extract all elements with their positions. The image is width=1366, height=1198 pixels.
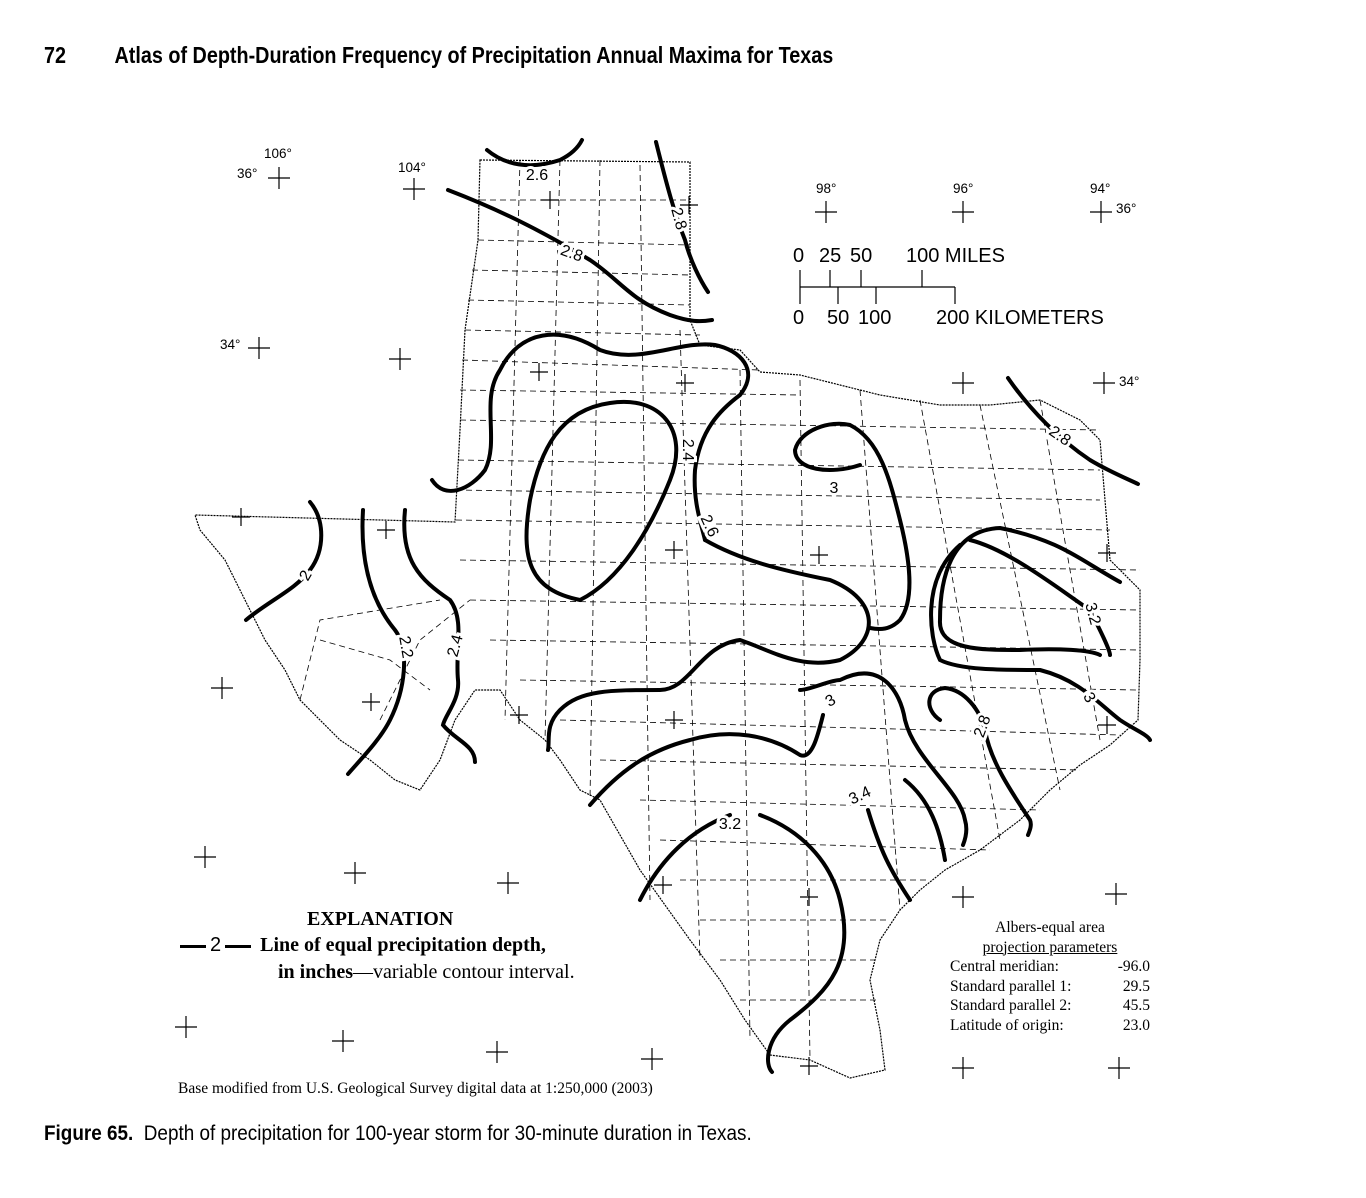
legend-contour-symbol-right (225, 945, 251, 948)
projection-subtitle: projection parameters (982, 938, 1118, 956)
projection-parameters (950, 918, 1150, 1035)
contour-label: 3.4 (846, 783, 874, 809)
explanation-units: in inches (278, 961, 354, 983)
longitude-label: 104° (398, 160, 426, 175)
contour-label: 2.8 (558, 241, 585, 266)
projection-label: Standard parallel 2: (950, 997, 1072, 1014)
contour-label: 2.2 (395, 634, 416, 660)
contour-label: 3 (829, 480, 839, 497)
explanation-line-2 (278, 961, 575, 984)
projection-row (950, 1016, 1150, 1036)
latitude-label: 34° (220, 337, 241, 352)
projection-value: 45.5 (1122, 997, 1150, 1014)
contour-label: 2.8 (970, 713, 995, 740)
scale-km-100: 100 (858, 307, 892, 329)
contour-label: 2.6 (525, 167, 549, 184)
page-number: 72 (44, 42, 67, 68)
projection-title: Albers-equal area (995, 919, 1105, 936)
scale-miles-50: 50 (850, 245, 873, 267)
explanation-title: EXPLANATION (307, 908, 454, 930)
scale-miles-25: 25 (819, 245, 842, 267)
contour-label: 3.2 (1081, 600, 1104, 627)
scale-miles-0: 0 (793, 245, 805, 267)
projection-label: Central meridian: (950, 958, 1059, 975)
contour-label: 2.6 (696, 512, 722, 540)
contour-label: 2.4 (679, 438, 696, 462)
contour-label: 3 (822, 691, 839, 711)
base-data-note: Base modified from U.S. Geological Survey digital data at 1:250,000 (2003) (178, 1080, 653, 1097)
contour-label: 3 (1079, 689, 1099, 706)
explanation-interval: —variable contour interval. (353, 961, 575, 983)
projection-row (950, 996, 1150, 1016)
contour-label: 2.4 (444, 632, 467, 659)
longitude-label: 98° (816, 181, 837, 196)
projection-value: 23.0 (1122, 1016, 1150, 1034)
legend-contour-value: 2 (210, 934, 222, 956)
atlas-title: Atlas of Depth-Duration Frequency of Precipitation Annual Maxima for Texas (114, 42, 834, 68)
contour-label: 2.8 (667, 205, 690, 232)
projection-label: Standard parallel 1: (950, 977, 1072, 995)
projection-row (950, 977, 1150, 997)
projection-row (950, 957, 1150, 977)
contour-label: 3.2 (718, 816, 742, 833)
scale-bar (793, 245, 1104, 329)
longitude-label: 94° (1090, 181, 1111, 196)
latitude-label: 36° (237, 166, 258, 181)
latitude-label: 34° (1119, 374, 1140, 389)
figure-label: Figure 65. (44, 1122, 134, 1145)
contour-label: 2 (296, 567, 316, 584)
longitude-label: 96° (953, 181, 974, 196)
projection-value: 29.5 (1122, 977, 1150, 995)
scale-miles-100: 100 MILES (906, 245, 1005, 267)
figure-text: Depth of precipitation for 100-year storm for 30-minute duration in Texas. (143, 1122, 752, 1145)
explanation-line (176, 934, 546, 957)
figure-caption (44, 1122, 752, 1146)
legend-contour-symbol (180, 945, 206, 948)
scale-km-0: 0 (793, 307, 805, 329)
scale-km-50: 50 (827, 307, 850, 329)
projection-label: Latitude of origin: (950, 1016, 1064, 1034)
explanation-text: Line of equal precipitation depth, (260, 934, 546, 956)
contour-label: 2.8 (1045, 422, 1074, 450)
graticule-labels (220, 146, 1139, 389)
projection-value: -96.0 (1117, 958, 1150, 975)
scale-km-200: 200 KILOMETERS (936, 307, 1104, 329)
latitude-label: 36° (1116, 201, 1137, 216)
longitude-label: 106° (264, 146, 292, 161)
